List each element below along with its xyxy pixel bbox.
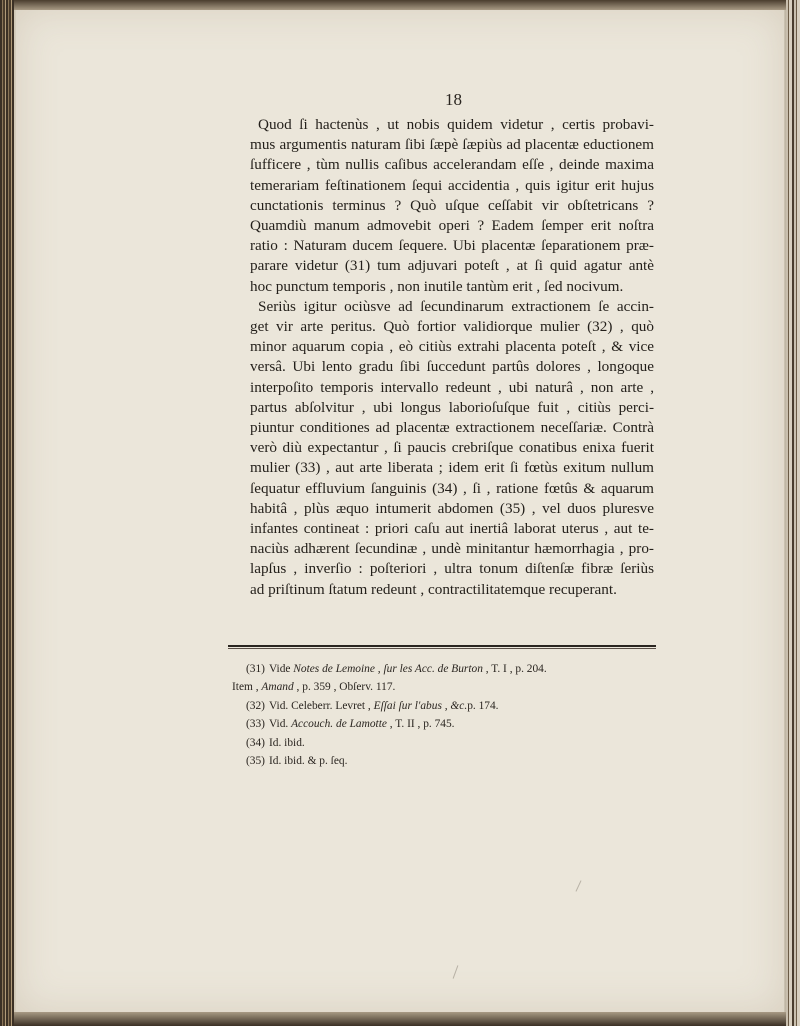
body-line: Seriùs igitur ociùsve ad ſecundinarum extractionem ſe accin- <box>258 297 654 315</box>
footnote-ref: (33) <box>246 718 265 731</box>
footnote-ref: (35) <box>246 755 265 768</box>
footnote <box>232 715 662 733</box>
footnote-citation: Notes de Lemoine , ſur les Acc. de Burton <box>293 663 483 675</box>
footnote-ref: (34) <box>246 736 265 749</box>
body-line: infantes contineat : priori caſu aut inertiâ laborat uterus , aut te- <box>250 520 654 538</box>
footnote-ref: (31) <box>246 663 265 675</box>
footnote-text: Id. ibid. <box>268 736 305 749</box>
footnote-citation: Eſſai ſur l'abus , &c. <box>373 699 468 712</box>
body-line: mus argumentis naturam ſibi ſæpè ſæpiùs ad placentæ eductionem <box>250 136 654 154</box>
footnote <box>232 697 662 715</box>
page-stack-edge <box>786 0 800 1026</box>
body-line: interpoſito temporis intervallo redeunt , ubi naturâ , non arte , <box>250 378 654 396</box>
footnote-rest: , p. 359 , Obſerv. 117. <box>293 681 396 694</box>
footnote-text: Vid. <box>268 718 292 731</box>
footnote-text: Id. ibid. & p. ſeq. <box>268 755 348 768</box>
body-text <box>250 115 654 600</box>
top-edge <box>0 0 800 10</box>
body-line: cunctationis terminus ? Quò uſque ceſſabit vir obſtetricans ? <box>250 196 654 214</box>
footnote-rest: , T. I , p. 204. <box>482 663 547 675</box>
body-line: Quod ſi hactenùs , ut nobis quidem videtur , certis probavi- <box>258 116 654 133</box>
body-line: ad priſtinum ſtatum redeunt , contractilitatemque recuperant. <box>250 580 617 598</box>
body-line: parare videtur (31) tum adjuvari poteſt , at ſi quid agatur antè <box>250 257 654 275</box>
binding-edge <box>0 0 14 1026</box>
body-line: versâ. Ubi lento gradu ſibi ſuccedunt partûs dolores , longoque <box>250 358 654 376</box>
footnote <box>232 660 662 678</box>
page-number: 18 <box>445 90 462 109</box>
footnote-text: Vide <box>268 663 294 675</box>
body-line: ratio : Naturam ducem ſequere. Ubi placentæ ſeparationem præ- <box>250 237 654 255</box>
separator-rule-thick <box>228 645 656 647</box>
footnote-ref: (32) <box>246 699 265 712</box>
body-line: ſufficere , tùm nullis caſibus accelerandam eſſe , deinde maxima <box>250 156 654 174</box>
footnote-citation: Accouch. de Lamotte <box>291 718 387 731</box>
footnote <box>232 752 662 770</box>
footnotes <box>232 660 662 770</box>
footnote-rest: , T. II , p. 745. <box>386 718 455 731</box>
body-line: verò diù expectantur , ſi paucis crebriſque conatibus enixa fuerit <box>250 439 654 457</box>
body-line: naciùs adhærent ſecundinæ , undè minitantur hæmorrhagia , pro- <box>250 540 654 558</box>
body-line: get vir arte peritus. Quò fortior validiorque mulier (32) , quò <box>250 318 654 336</box>
footnote <box>232 678 662 696</box>
body-line: ſequatur effluvium ſanguinis (34) , ſi , ratione fœtûs & aquarum <box>250 479 654 497</box>
footnote-text: Vid. Celeberr. Levret , <box>268 699 374 712</box>
footnote <box>232 734 662 752</box>
body-line: temerariam feſtinationem ſequi accidentia , quis igitur erit hujus <box>250 176 654 194</box>
body-line: hoc punctum temporis , non inutile tantùm erit , ſed nocivum. <box>250 277 624 295</box>
bottom-edge <box>0 1012 800 1026</box>
footnote-citation: Amand <box>261 681 294 694</box>
body-line: mulier (33) , aut arte liberata ; idem erit ſi fœtùs exitum nullum <box>250 459 654 477</box>
body-line: minor aquarum copia , eò citiùs extrahi placenta poteſt , & vice <box>250 338 654 356</box>
body-line: Quamdiù manum admovebit operi ? Eadem ſemper erit noſtra <box>250 217 654 235</box>
body-line: partus abſolvitur , ubi longus laborioſuſque fuit , citiùs perci- <box>250 398 654 416</box>
footnote-rest: p. 174. <box>467 699 499 712</box>
separator-rule-thin <box>228 648 656 649</box>
body-line: habitâ , plùs æquo intumerit abdomen (35) , vel duos pluresve <box>250 499 654 517</box>
footnote-text: Item , <box>232 681 262 694</box>
body-line: lapſus , inverſio : poſteriori , ultra tonum diſtenſæ fibræ ſeriùs <box>250 560 654 578</box>
footnote-separator <box>228 645 656 650</box>
body-line: piuntur conditiones ad placentæ extractionem neceſſariæ. Contrà <box>250 419 654 437</box>
